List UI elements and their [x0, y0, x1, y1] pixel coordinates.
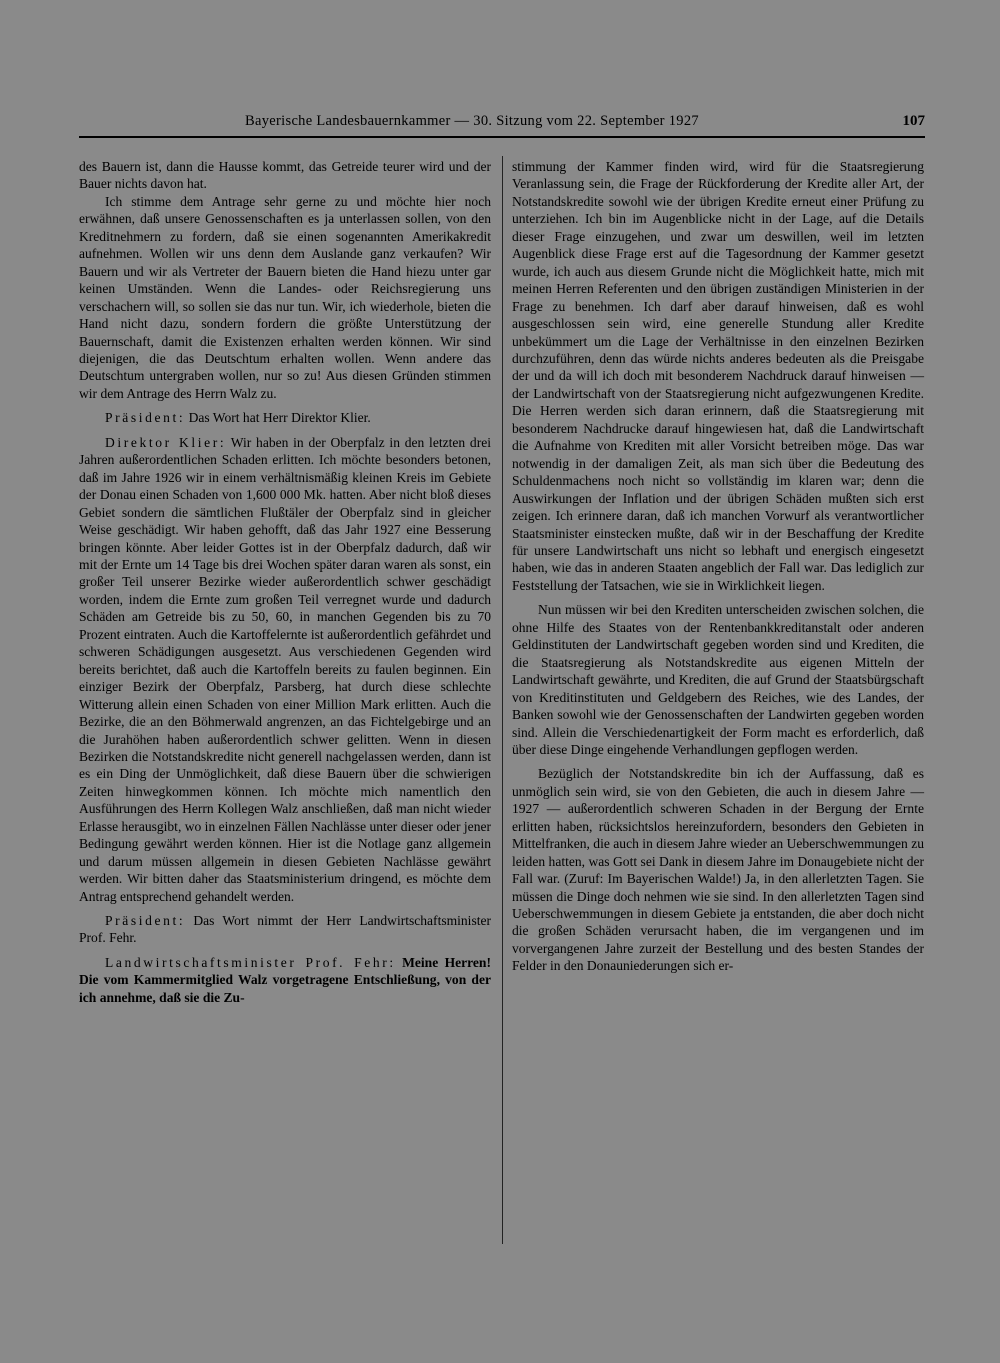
left-column — [79, 158, 491, 1006]
right-column — [512, 158, 924, 975]
speaker-name: Landwirtschaftsminister Prof. Fehr: — [105, 954, 396, 970]
speech-text: Wir haben in der Oberpfalz in den letzten drei Jahren außerordentlichen Schaden erlitten. Ich möchte besonders betonen, daß im Jahre 1926 wir in einem verhältnismäßig kleinen Kreis im Gebiete der Donau einen Schaden von 1,600 000 Mk. hatten. Aber nicht bloß dieses Gebiet sondern die sämtlichen Flußtäler der Oberpfalz sind in gleicher Weise geschädigt. Wir haben gehofft, daß das Jahr 1927 eine Besserung bringen könnte. Aber leider Gottes ist in der Oberpfalz dadurch, daß wir mit der Ernte um 14 Tage bis drei Wochen später daran waren als sonst, ein großer Teil unserer Bezirke wieder außerordentlich schwer geschädigt worden, indem die Ernte zum großen Teil verregnet wurde und dadurch Schäden am Getreide bis zu 50, 60, in manchen Gegenden bis zu 70 Prozent eintraten. Auch die Kartoffelernte ist außerordentlich gefährdet und schweren Schädigungen ausgesetzt. Aus verschiedenen Gegenden wird bereits berichtet, daß auch die Kartoffeln bereits zu faulen beginnen. Ein einziger Bezirk der Oberpfalz, Parsberg, hat durch diese schlechte Witterung allein einen Schaden von einer Million Mark erlitten. Auch die Bezirke, die an den Böhmerwald angrenzen, an das Fichtelgebirge und an die Jurahöhen haben außerordentlich schwer gelitten. Wenn in diesen Bezirken die Notstandskredite nicht generell nachgelassen werden, dann ist es ein Ding der Unmöglichkeit, daß diese Bauern über die schwierigen Zeiten hinwegkommen können. Ich möchte mich namentlich den Ausführungen des Herrn Kollegen Walz anschließen, daß man nicht wieder Erlasse herausgibt, wo in einzelnen Fällen Nachlässe unter dieser oder jener Bedingung gewährt werden können. Hier ist die Notlage ganz allgemein und darum müssen allgemein in diesen Gebieten Nachlässe gewährt werden. Wir bitten daher das Staatsministerium dringend, es möchte dem Antrag entsprechend gehandelt werden. — [79, 434, 491, 904]
speaker-paragraph — [79, 912, 491, 947]
running-title: Bayerische Landesbauernkammer — 30. Sitzung vom 22. September 1927 — [245, 113, 699, 129]
paragraph: stimmung der Kammer finden wird, wird für die Staatsregierung Veranlassung sein, die Frage der Rückforderung der Kredite aller Art, der Notstandskredite sowohl wie der übrigen Kredite erneut einer Prüfung zu unterziehen. Ich bin im Augenblicke nicht in der Lage, auf die Details dieser Frage einzugehen, und zwar um deswillen, weil im letzten Augenblick diese Frage erst auf die Tagesordnung der Kammer gesetzt wurde, ich auch aus diesem Grunde nicht die Möglichkeit hatte, mich mit meinen Herren Referenten und den übrigen zuständigen Ministerien in der Frage zu benehmen. Ich darf aber darauf hinweisen, daß es wohl ausgeschlossen sein wird, eine generelle Stundung aller Kredite unbekümmert um die Lage der Verhältnisse in den einzelnen Bezirken durchzuführen, denn das würde nichts anderes bedeuten als die Preisgabe der und da will ich doch mit besonderem Nachdruck darauf hinweisen — der Landwirtschaft von der Staatsregierung nicht aufgezwungenen Kredite. Die Herren werden sich daran erinnern, daß die Staatsregierung mit besonderem Nachdrucke darauf hingewiesen hat, daß die Landwirtschaft die Aufnahme von Krediten mit aller Vorsicht betreiben möge. Das war notwendig in der damaligen Zeit, als man sich über die Bedeutung des Schuldenmachens noch nicht so vollständig im klaren war; denn die Auswirkungen der Inflation und der übrigen Schäden mußten sich erst zeigen. Ich erinnere daran, daß ich manchen Vorwurf als verantwortlicher Staatsminister einstecken mußte, daß wir in der Beschaffung der Kredite für unsere Landwirtschaft uns nicht so lebhaft und energisch eingesetzt haben, wie das in anderen Staaten angeblich der Fall war. Das lediglich zur Feststellung der Tatsachen, wie sie in Wirklichkeit liegen. — [512, 159, 924, 593]
speech-text: Das Wort hat Herr Direktor Klier. — [188, 410, 371, 426]
speaker-paragraph — [79, 409, 491, 426]
column-divider — [502, 156, 503, 1244]
page-number: 107 — [902, 113, 925, 129]
speech-text: Meine Herren! Die vom Kammermitglied Walz vorgetragene Entschließung, von der ich annehme, daß sie die Zu- — [79, 954, 491, 1005]
paragraph: des Bauern ist, dann die Hausse kommt, das Getreide teurer wird und der Bauer nichts davon hat. — [79, 159, 491, 192]
paragraph: Nun müssen wir bei den Krediten unterscheiden zwischen solchen, die ohne Hilfe des Staates von der Rentenbankkreditanstalt oder anderen Geldinstituten der Landwirtschaft gegeben worden sind und Krediten, die die Staatsregierung als Notstandskredite aus eigenen Mitteln der Landwirtschaft gewährte, und Krediten, die auf Grund der Staatsbürgschaft von Kreditinstituten und Geldgebern des Reiches, wie des Landes, der Banken sowohl wie der Genossenschaften der Landwirten gegeben worden sind. Allein die Verschiedenartigkeit der Form macht es erforderlich, daß über diese Dinge eingehende Verhandlungen gepflogen werden. — [512, 602, 924, 757]
header-rule — [79, 136, 925, 138]
speaker-name: Präsident: — [105, 913, 186, 929]
paragraph: Ich stimme dem Antrage sehr gerne zu und möchte hier noch erwähnen, daß unsere Genossenschaften es ja unterlassen sollen, von den Kreditnehmern zu fordern, daß sie einen sogenannten Amerikakredit aufnehmen. Wollen wir uns denn dem Auslande ganz verkaufen? Wir Bauern und wir als Vertreter der Bauern bieten die Hand hiezu unter gar keinen Umständen. Wenn die Landes- oder Reichsregierung uns verschachern will, so sollen sie das nur tun. Wir, ich wiederhole, bieten die Hand nicht dazu, sondern fordern die größte Unterstützung der Bauernschaft, damit die Existenzen erhalten werden können. Wir sind diejenigen, die das Deutschtum erhalten wollen. Wenn andere das Deutschtum untergraben wollen, nur so zu! Aus diesen Gründen stimmen wir dem Antrage des Herrn Walz zu. — [79, 193, 491, 401]
speaker-name: Direktor Klier: — [105, 434, 227, 450]
speaker-paragraph — [79, 954, 491, 1006]
paragraph: Bezüglich der Notstandskredite bin ich der Auffassung, daß es unmöglich sein wird, sie von den Gebieten, die auch in diesem Jahre — 1927 — außerordentlich schweren Schaden in der Bergung der Ernte erlitten haben, rücksichtslos hereinzufordern, besonders den Gebieten in Mittelfranken, die auch in diesem Jahre wieder an Ueberschwemmungen zu leiden hatten, was Gott sei Dank in diesem Jahre im Donaugebiete nicht der Fall war. (Zuruf: Im Bayerischen Walde!) Ja, in den allerletzten Tagen. Sie müssen die Dinge doch nehmen wie sie sind. In den allerletzten Tagen sind Ueberschwemmungen in diesem Gebiete ja entstanden, die aber doch nicht die großen Schäden verursacht haben, die im vergangenen und im vorvergangenen Jahre zurzeit der Bestellung und des besten Standes der Felder in den Donauniederungen sich er- — [512, 766, 924, 974]
page-header — [79, 113, 925, 133]
speaker-paragraph — [79, 434, 491, 905]
speech-text: Das Wort nimmt der Herr Landwirtschaftsminister Prof. Fehr. — [79, 913, 492, 946]
speaker-name: Präsident: — [105, 410, 186, 426]
